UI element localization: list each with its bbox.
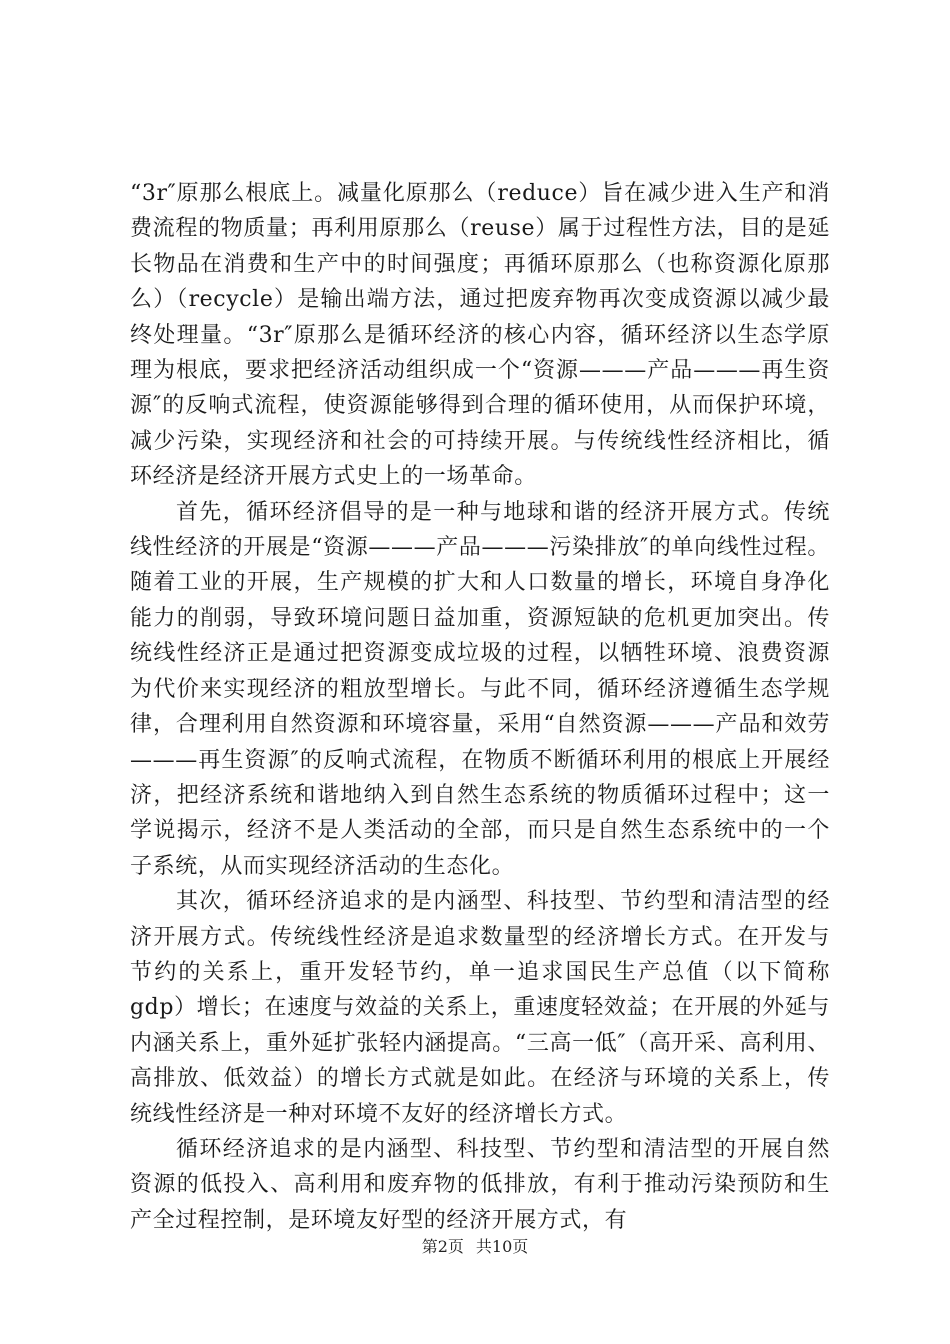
paragraph-second-point: 其次，循环经济追求的是内涵型、科技型、节约型和清洁型的经济开展方式。传统线性经济是追求数量型的经济增长方式。在开发与节约的关系上，重开发轻节约，单一追求国民生产总值（以下简称gdp）增长；在速度与效益的关系上，重速度轻效益；在开展的外延与内涵关系上，重外延扩张轻内涵提高。“三高一低″（高开采、高利用、高排放、低效益）的增长方式就是如此。在经济与环境的关系上，传统线性经济是一种对环境不友好的经济增长方式。 <box>130 889 830 1127</box>
page-number: 第2页 <box>421 1237 464 1256</box>
document-body <box>130 176 830 1238</box>
paragraph-continuation: 循环经济追求的是内涵型、科技型、节约型和清洁型的开展自然资源的低投入、高利用和废弃物的低排放，有利于推动污染预防和生产全过程控制，是环境友好型的经济开展方式，有 <box>130 1136 830 1233</box>
page-footer <box>0 1234 950 1257</box>
paragraph-first-point: 首先，循环经济倡导的是一种与地球和谐的经济开展方式。传统线性经济的开展是“资源———产品———污染排放″的单向线性过程。随着工业的开展，生产规模的扩大和人口数量的增长，环境自身净化能力的削弱，导致环境问题日益加重，资源短缺的危机更加突出。传统线性经济正是通过把资源变成垃圾的过程，以牺牲环境、浪费资源为代价来实现经济的粗放型增长。与此不同，循环经济遵循生态学规律，合理利用自然资源和环境容量，采用“自然资源———产品和效劳———再生资源″的反响式流程，在物质不断循环利用的根底上开展经济，把经济系统和谐地纳入到自然生态系统的物质循环过程中；这一学说揭示，经济不是人类活动的全部，而只是自然生态系统中的一个子系统，从而实现经济活动的生态化。 <box>130 499 830 879</box>
total-pages: 共10页 <box>475 1237 529 1256</box>
paragraph-3r-principles: “3r″原那么根底上。减量化原那么（reduce）旨在减少进入生产和消费流程的物质量；再利用原那么（reuse）属于过程性方法，目的是延长物品在消费和生产中的时间强度；再循环原那么（也称资源化原那么）（recycle）是输出端方法，通过把废弃物再次变成资源以减少最终处理量。“3r″原那么是循环经济的核心内容，循环经济以生态学原理为根底，要求把经济活动组织成一个“资源———产品———再生资源″的反响式流程，使资源能够得到合理的循环使用，从而保护环境，减少污染，实现经济和社会的可持续开展。与传统线性经济相比，循环经济是经济开展方式史上的一场革命。 <box>130 181 830 490</box>
